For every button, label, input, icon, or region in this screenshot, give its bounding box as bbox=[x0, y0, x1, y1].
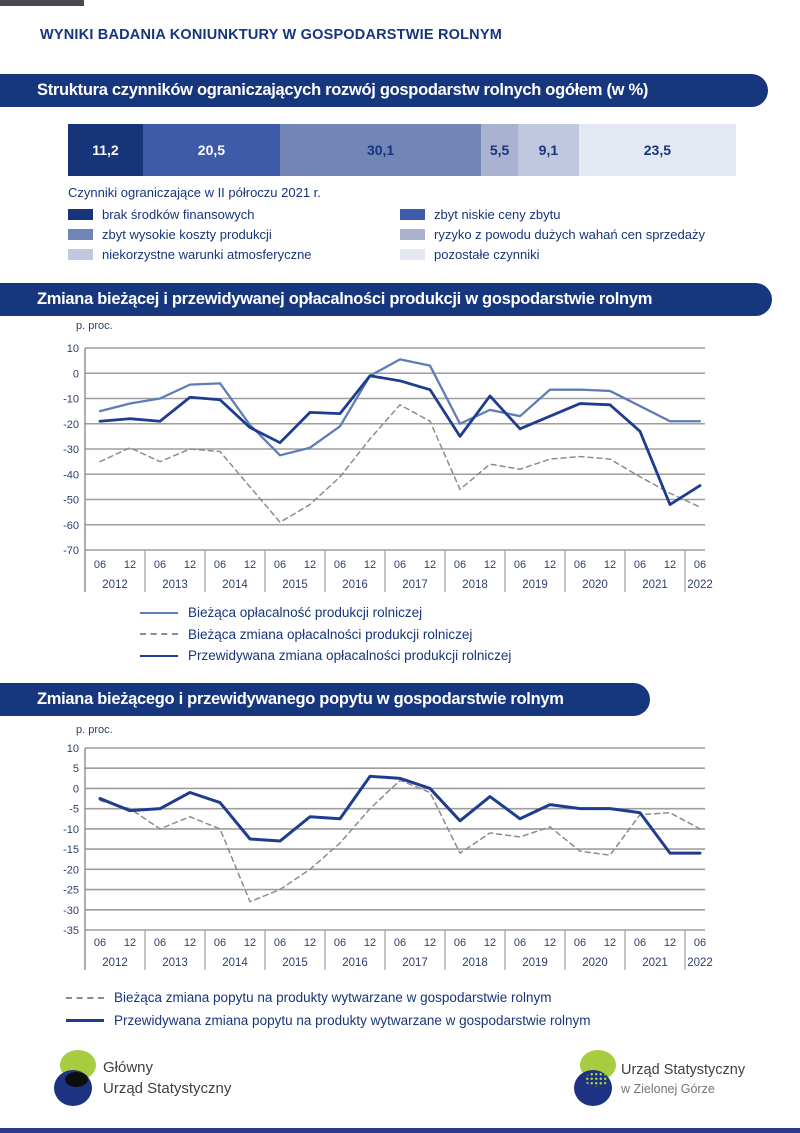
svg-text:2014: 2014 bbox=[222, 579, 248, 591]
demand-line-chart bbox=[55, 722, 765, 974]
svg-text:06: 06 bbox=[393, 937, 407, 949]
factor-legend-column-left bbox=[68, 204, 312, 264]
svg-text:2013: 2013 bbox=[162, 957, 188, 969]
svg-text:2016: 2016 bbox=[342, 957, 368, 969]
svg-text:-35: -35 bbox=[63, 925, 79, 937]
svg-text:2018: 2018 bbox=[462, 957, 488, 969]
svg-text:5: 5 bbox=[72, 763, 79, 776]
svg-text:0: 0 bbox=[72, 368, 79, 381]
svg-text:06: 06 bbox=[693, 937, 707, 949]
factor-legend-title: Czynniki ograniczające w II półroczu 2021 r. bbox=[68, 185, 321, 200]
svg-text:-50: -50 bbox=[63, 494, 79, 507]
factor-legend-label: brak środków finansowych bbox=[102, 206, 255, 222]
us-logo-text-line1: Urząd Statystyczny bbox=[621, 1062, 746, 1078]
svg-text:06: 06 bbox=[153, 937, 167, 949]
chart-legend-line-swatch bbox=[140, 612, 178, 614]
gus-logo bbox=[52, 1050, 98, 1108]
svg-text:12: 12 bbox=[183, 559, 197, 571]
svg-text:2022: 2022 bbox=[687, 579, 713, 591]
series-line bbox=[100, 405, 700, 522]
svg-text:2012: 2012 bbox=[102, 579, 128, 591]
svg-text:06: 06 bbox=[153, 559, 167, 571]
svg-text:06: 06 bbox=[453, 937, 467, 949]
svg-text:2015: 2015 bbox=[282, 579, 308, 591]
gus-logo-text-line1: Główny bbox=[103, 1059, 154, 1076]
chart-legend-item bbox=[66, 986, 590, 1009]
svg-text:-70: -70 bbox=[63, 545, 79, 557]
svg-text:12: 12 bbox=[543, 559, 557, 571]
svg-text:06: 06 bbox=[693, 559, 707, 571]
svg-text:12: 12 bbox=[483, 937, 497, 949]
factor-legend-column-right bbox=[400, 204, 705, 264]
svg-text:06: 06 bbox=[273, 559, 287, 571]
svg-text:06: 06 bbox=[333, 559, 347, 571]
svg-text:0: 0 bbox=[72, 783, 79, 796]
svg-text:12: 12 bbox=[243, 559, 257, 571]
factor-legend-label: pozostałe czynniki bbox=[434, 246, 540, 262]
factor-legend-item bbox=[400, 224, 705, 244]
svg-text:2021: 2021 bbox=[642, 579, 668, 591]
svg-text:2019: 2019 bbox=[522, 957, 548, 969]
svg-text:12: 12 bbox=[183, 937, 197, 949]
svg-text:2021: 2021 bbox=[642, 957, 668, 969]
bar-segment-0: 11,2 bbox=[68, 124, 143, 176]
svg-text:06: 06 bbox=[633, 559, 647, 571]
factor-legend-item bbox=[400, 204, 705, 224]
svg-text:2017: 2017 bbox=[402, 579, 428, 591]
gus-logo-text bbox=[103, 1057, 231, 1099]
svg-text:10: 10 bbox=[66, 743, 79, 755]
svg-text:06: 06 bbox=[393, 559, 407, 571]
factor-legend-label: zbyt niskie ceny zbytu bbox=[434, 206, 561, 222]
svg-text:12: 12 bbox=[603, 559, 617, 571]
svg-text:-10: -10 bbox=[63, 823, 79, 836]
svg-text:-15: -15 bbox=[63, 844, 79, 857]
chart-legend-line-swatch bbox=[140, 655, 178, 657]
gus-logo-text-line2: Urząd Statystyczny bbox=[103, 1080, 232, 1097]
factor-legend-item bbox=[68, 224, 312, 244]
chart1-y-unit-label: p. proc. bbox=[76, 320, 113, 332]
svg-text:2012: 2012 bbox=[102, 957, 128, 969]
svg-text:2018: 2018 bbox=[462, 579, 488, 591]
svg-text:-20: -20 bbox=[63, 418, 79, 431]
svg-text:06: 06 bbox=[513, 937, 527, 949]
svg-text:12: 12 bbox=[123, 937, 137, 949]
svg-text:12: 12 bbox=[123, 559, 137, 571]
svg-text:2022: 2022 bbox=[687, 957, 713, 969]
chart-legend-item bbox=[66, 1009, 590, 1032]
top-left-mark bbox=[0, 0, 84, 6]
series-line bbox=[100, 376, 700, 505]
svg-text:-30: -30 bbox=[63, 904, 79, 917]
svg-text:12: 12 bbox=[483, 559, 497, 571]
section-banner-demand bbox=[0, 683, 650, 716]
svg-text:-60: -60 bbox=[63, 519, 79, 532]
chart-legend-label: Bieżąca zmiana popytu na produkty wytwarzane w gospodarstwie rolnym bbox=[114, 990, 552, 1005]
svg-text:06: 06 bbox=[633, 937, 647, 949]
factor-legend-swatch bbox=[400, 209, 425, 220]
svg-text:-5: -5 bbox=[69, 803, 79, 816]
svg-text:06: 06 bbox=[93, 937, 107, 949]
section-banner-demand-label: Zmiana bieżącego i przewidywanego popytu w gospodarstwie rolnym bbox=[37, 690, 564, 708]
svg-text:2016: 2016 bbox=[342, 579, 368, 591]
chart2-legend bbox=[66, 986, 590, 1032]
svg-text:-10: -10 bbox=[63, 393, 79, 406]
us-logo-text-line2: w Zielonej Górze bbox=[621, 1082, 715, 1096]
svg-text:12: 12 bbox=[423, 937, 437, 949]
us-zielona-gora-logo-text bbox=[621, 1060, 745, 1098]
svg-text:-20: -20 bbox=[63, 864, 79, 877]
chart-legend-line-swatch bbox=[66, 1019, 104, 1022]
factor-legend-swatch bbox=[68, 209, 93, 220]
bar-segment-4: 9,1 bbox=[518, 124, 579, 176]
section-banner-structure bbox=[0, 74, 768, 107]
svg-text:12: 12 bbox=[603, 937, 617, 949]
svg-text:12: 12 bbox=[303, 937, 317, 949]
gus-logo-overlap bbox=[65, 1072, 88, 1087]
chart-legend-line-swatch bbox=[140, 633, 178, 635]
svg-text:06: 06 bbox=[213, 559, 227, 571]
svg-text:-30: -30 bbox=[63, 444, 79, 456]
bar-segment-2: 30,1 bbox=[280, 124, 481, 176]
svg-text:12: 12 bbox=[243, 937, 257, 949]
us-zielona-gora-logo bbox=[572, 1050, 618, 1108]
svg-text:2015: 2015 bbox=[282, 957, 308, 969]
chart-legend-item bbox=[140, 602, 511, 624]
svg-text:12: 12 bbox=[363, 559, 377, 571]
svg-text:2017: 2017 bbox=[402, 957, 428, 969]
svg-text:12: 12 bbox=[363, 937, 377, 949]
factor-legend-label: niekorzystne warunki atmosferyczne bbox=[102, 246, 312, 262]
svg-text:06: 06 bbox=[453, 559, 467, 571]
bar-segment-5: 23,5 bbox=[579, 124, 736, 176]
svg-text:2013: 2013 bbox=[162, 579, 188, 591]
svg-text:2020: 2020 bbox=[582, 957, 608, 969]
chart-legend-line-swatch bbox=[66, 997, 104, 999]
series-line bbox=[100, 780, 700, 901]
svg-text:12: 12 bbox=[663, 937, 677, 949]
chart-legend-label: Przewidywana zmiana opłacalności produkcji rolniczej bbox=[188, 648, 512, 664]
svg-text:10: 10 bbox=[66, 343, 79, 355]
profitability-line-chart bbox=[55, 318, 765, 598]
svg-text:06: 06 bbox=[513, 559, 527, 571]
us-logo-overlap bbox=[585, 1072, 608, 1087]
svg-text:12: 12 bbox=[423, 559, 437, 571]
bar-segment-3: 5,5 bbox=[481, 124, 518, 176]
factor-legend-label: ryzyko z powodu dużych wahań cen sprzedaży bbox=[434, 226, 705, 242]
factor-legend-label: zbyt wysokie koszty produkcji bbox=[102, 226, 272, 242]
svg-text:06: 06 bbox=[273, 937, 287, 949]
section-banner-profitability bbox=[0, 283, 772, 316]
chart-legend-item bbox=[140, 645, 511, 667]
factor-legend-item bbox=[400, 244, 705, 264]
bottom-accent-strip bbox=[0, 1128, 800, 1133]
factor-legend-item bbox=[68, 244, 312, 264]
svg-text:2020: 2020 bbox=[582, 579, 608, 591]
factor-legend-swatch bbox=[400, 249, 425, 260]
section-banner-profitability-label: Zmiana bieżącej i przewidywanej opłacalności produkcji w gospodarstwie rolnym bbox=[37, 290, 653, 308]
page-title: WYNIKI BADANIA KONIUNKTURY W GOSPODARSTWIE ROLNYM bbox=[40, 27, 502, 43]
chart-legend-item bbox=[140, 624, 511, 646]
chart-legend-label: Przewidywana zmiana popytu na produkty wytwarzane w gospodarstwie rolnym bbox=[114, 1013, 591, 1028]
svg-text:-25: -25 bbox=[63, 884, 79, 897]
svg-text:06: 06 bbox=[93, 559, 107, 571]
stacked-bar bbox=[68, 124, 736, 176]
factor-legend-swatch bbox=[400, 229, 425, 240]
svg-text:06: 06 bbox=[333, 937, 347, 949]
svg-text:12: 12 bbox=[663, 559, 677, 571]
svg-text:2014: 2014 bbox=[222, 957, 248, 969]
section-banner-structure-label: Struktura czynników ograniczających rozwój gospodarstw rolnych ogółem (w %) bbox=[37, 81, 649, 99]
svg-text:06: 06 bbox=[213, 937, 227, 949]
svg-text:06: 06 bbox=[573, 937, 587, 949]
chart2-y-unit-label: p. proc. bbox=[76, 724, 113, 736]
chart-legend-label: Bieżąca opłacalność produkcji rolniczej bbox=[188, 605, 423, 621]
chart-legend-label: Bieżąca zmiana opłacalności produkcji rolniczej bbox=[188, 626, 473, 642]
factor-legend-item bbox=[68, 204, 312, 224]
svg-text:12: 12 bbox=[543, 937, 557, 949]
factor-legend-swatch bbox=[68, 229, 93, 240]
bar-segment-1: 20,5 bbox=[143, 124, 280, 176]
svg-text:06: 06 bbox=[573, 559, 587, 571]
factor-legend-swatch bbox=[68, 249, 93, 260]
svg-text:2019: 2019 bbox=[522, 579, 548, 591]
chart1-legend bbox=[140, 602, 511, 667]
svg-text:-40: -40 bbox=[63, 469, 79, 482]
svg-text:12: 12 bbox=[303, 559, 317, 571]
